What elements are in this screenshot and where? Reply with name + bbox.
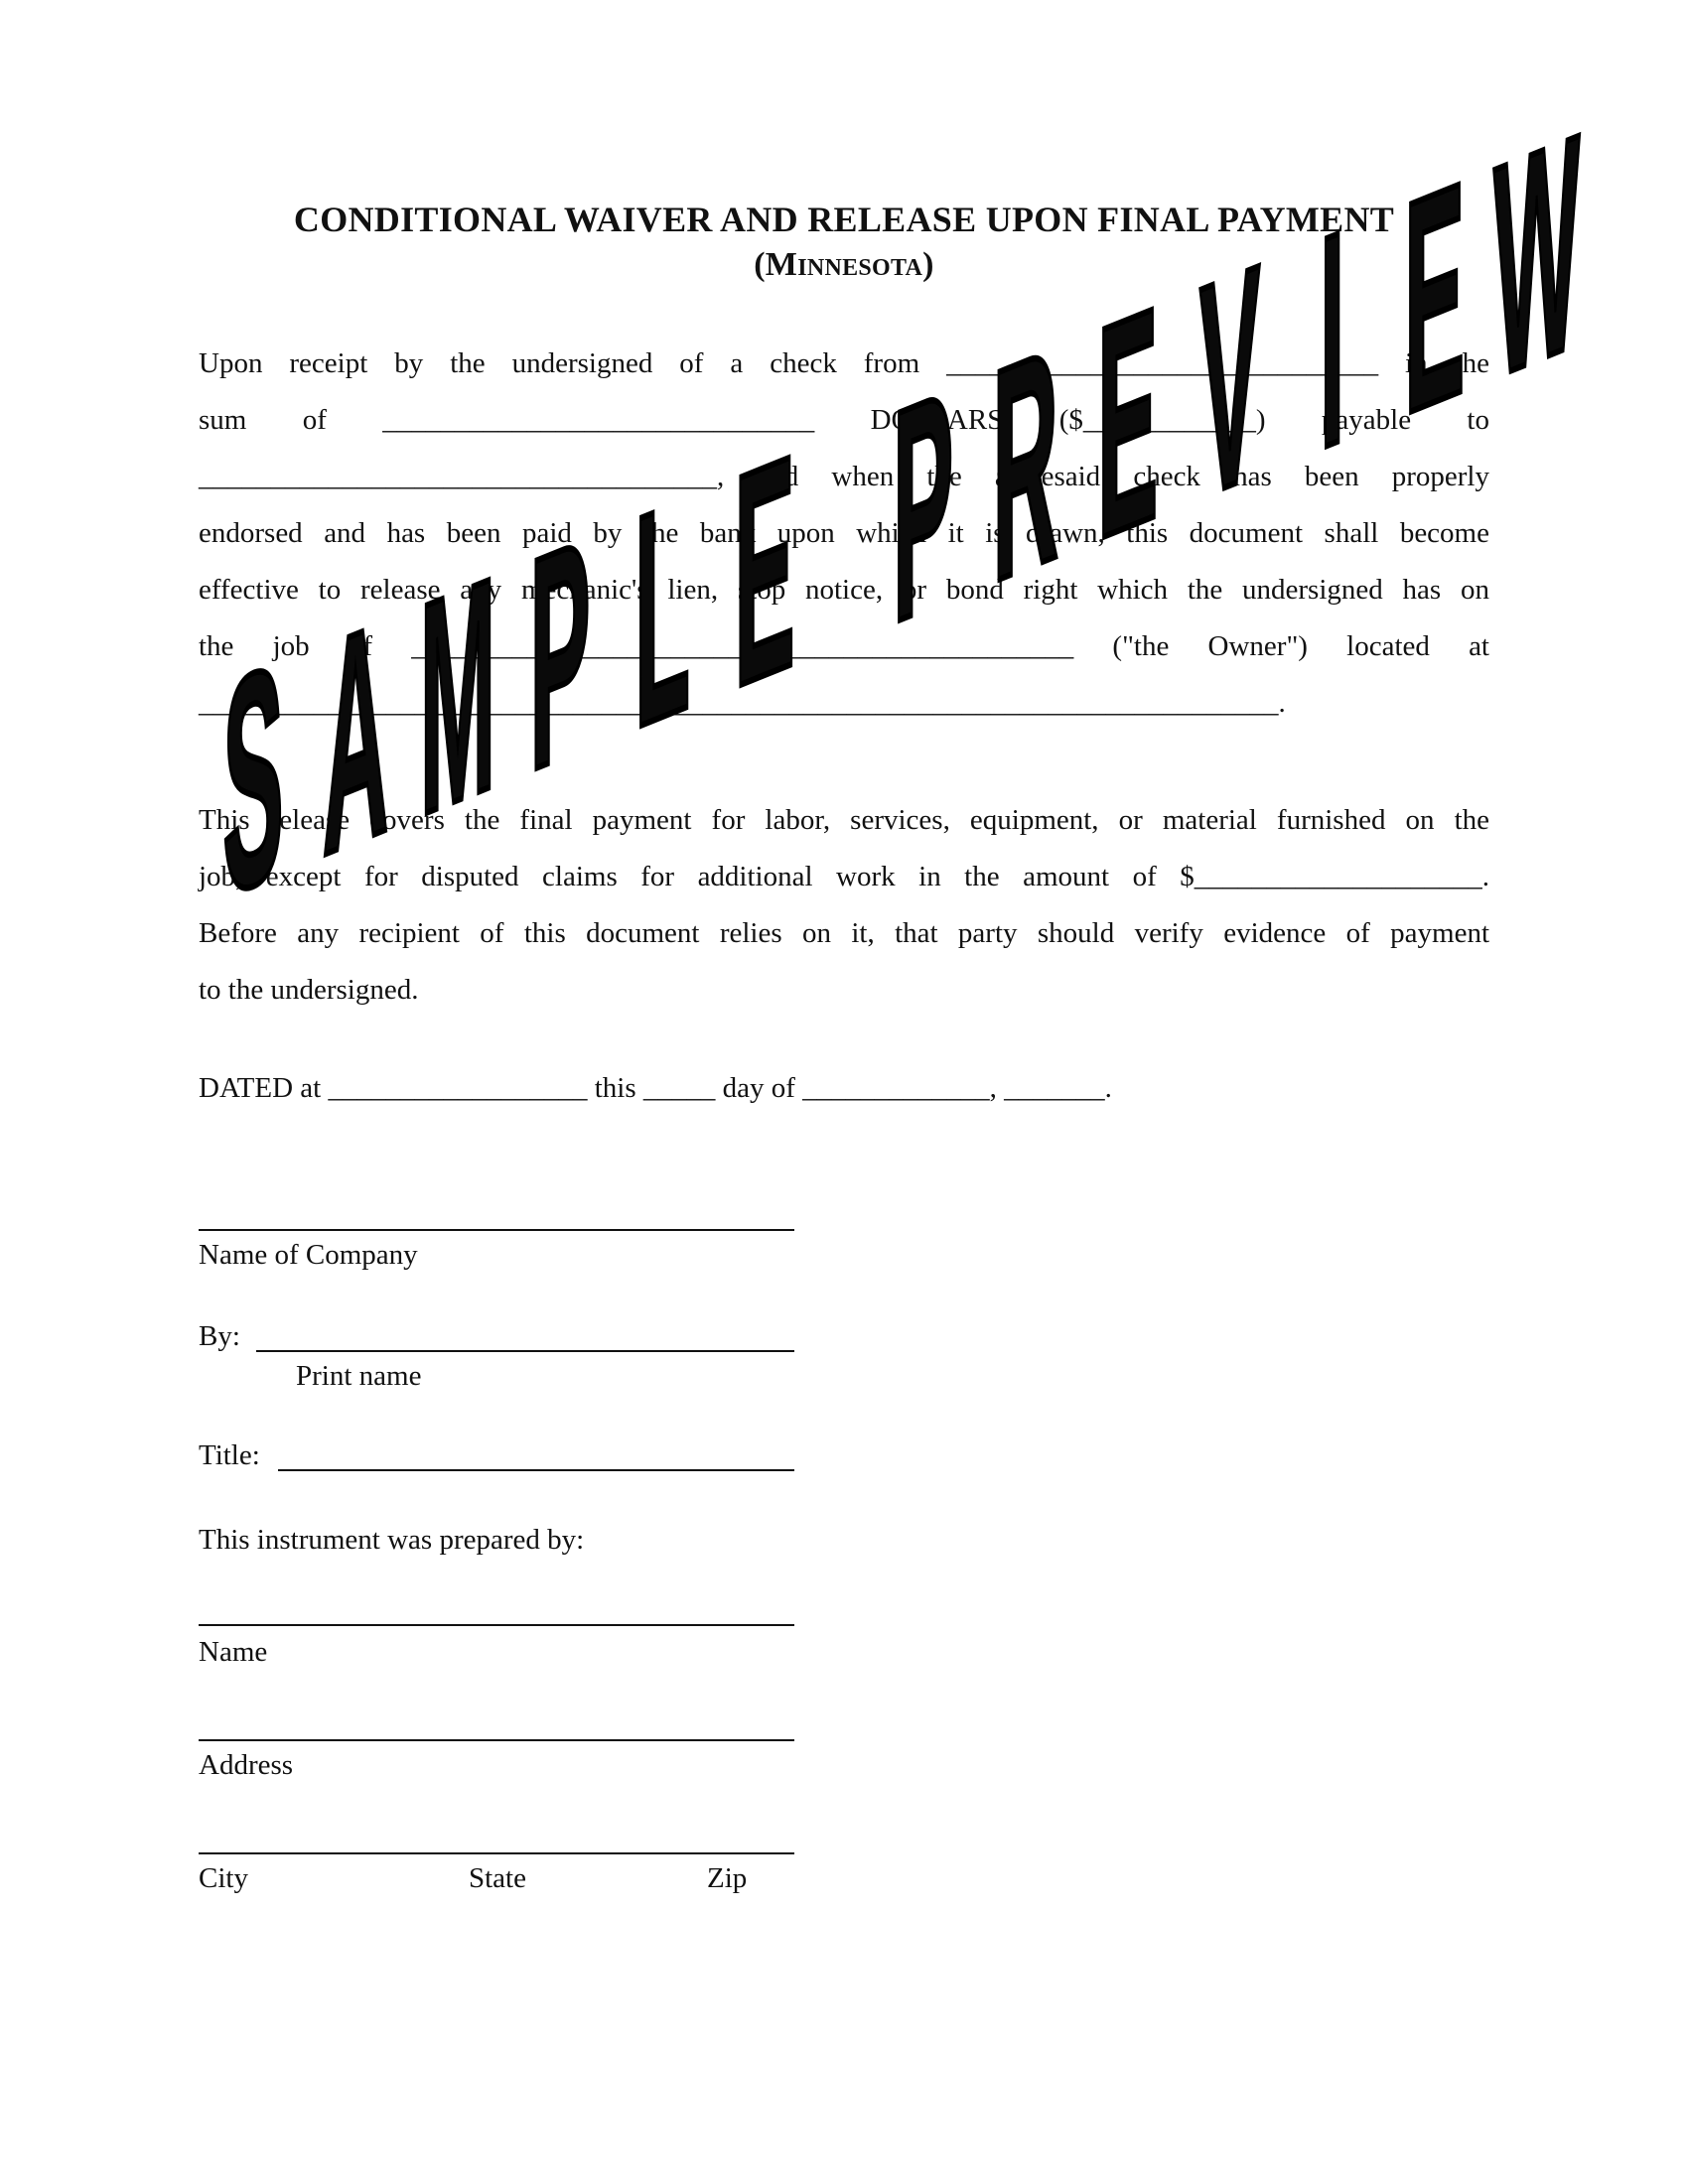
state-label: State (469, 1862, 526, 1894)
paragraph1-line: effective to release any mechanic's lien, stop notice, or bond right which the undersigned has on (199, 574, 1489, 606)
paragraph2-line: This release covers the final payment for labor, services, equipment, or material furnished on the (199, 804, 1489, 836)
watermark-letter: L (633, 433, 691, 792)
paragraph1-line: ____________________________________, and when the aforesaid check has been properly (199, 461, 1489, 492)
watermark-letter: E (734, 390, 795, 751)
by-label: By: (199, 1320, 240, 1352)
watermark-letter: E (1403, 117, 1466, 478)
city-state-zip-line (199, 1852, 794, 1854)
watermark-letter: M (419, 512, 496, 881)
paragraph1-line: the job of ______________________________________________ ("the Owner") located at (199, 630, 1489, 662)
city-label: City (199, 1862, 248, 1894)
name-line (199, 1624, 794, 1626)
title-label: Title: (199, 1439, 260, 1471)
watermark-letter: V (1198, 201, 1261, 562)
paragraph2-line: to the undersigned. (199, 974, 419, 1006)
watermark-letter: P (892, 326, 954, 687)
watermark-letter: E (1096, 242, 1159, 604)
watermark-letter: S (222, 599, 284, 960)
watermark-letter: I (1319, 166, 1345, 513)
watermark-letter: W (1493, 70, 1581, 442)
paragraph1-line: endorsed and has been paid by the bank upon which it is drawn, this document shall become (199, 517, 1489, 549)
by-signature-line (256, 1350, 794, 1352)
prepared-by-label: This instrument was prepared by: (199, 1524, 585, 1556)
document-subtitle: (Minnesota) (754, 246, 934, 283)
document-title: CONDITIONAL WAIVER AND RELEASE UPON FINAL PAYMENT (293, 200, 1395, 239)
company-signature-line (199, 1229, 794, 1231)
paragraph1-line: ___________________________________________________________________________. (199, 687, 1286, 719)
paragraph2-line: job, except for disputed claims for additional work in the amount of $____________________. (199, 861, 1489, 892)
watermark-letter: A (322, 556, 389, 919)
title-signature-line (278, 1469, 794, 1471)
paragraph1-line: sum of ______________________________ DOLLARS ($____________) payable to (199, 404, 1489, 436)
name-label: Name (199, 1636, 268, 1668)
paragraph1-line: Upon receipt by the undersigned of a check from ______________________________ in the (199, 347, 1489, 379)
watermark-letter: R (992, 283, 1058, 646)
address-label: Address (199, 1749, 294, 1781)
address-line (199, 1739, 794, 1741)
paragraph2-line: Before any recipient of this document relies on it, that party should verify evidence of payment (199, 917, 1489, 949)
print-name-label: Print name (296, 1360, 422, 1392)
zip-label: Zip (707, 1862, 748, 1894)
watermark-letter: P (529, 474, 591, 835)
dated-line: DATED at __________________ this _____ day of _____________, _______. (199, 1072, 1112, 1104)
company-label: Name of Company (199, 1239, 418, 1271)
